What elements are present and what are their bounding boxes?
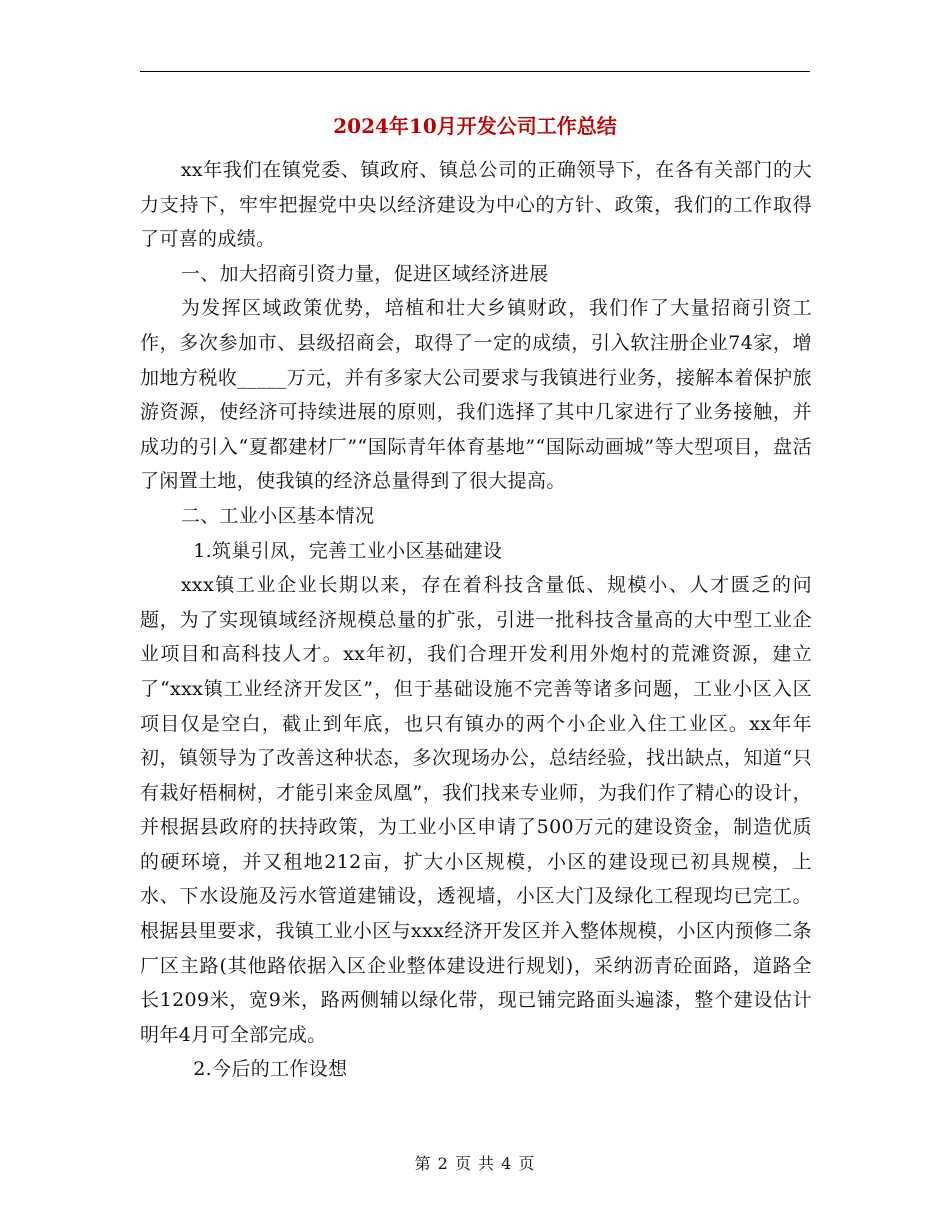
investment-paragraph: 为发挥区域政策优势，培植和壮大乡镇财政，我们作了大量招商引资工作，多次参加市、县级招商会，取得了一定的成绩，引入软注册企业74家，增加地方税收_____万元，并有多家大公司要求与我镇进行业务，接解本着保护旅游资源，使经济可持续进展的原则，我们选择了其中几家进行了业务接触，并成功的引入“夏都建材厂”“国际青年体育基地”“国际动画城”等大型项目，盘活了闲置土地，使我镇的经济总量得到了很大提高。	[140, 297, 812, 493]
header-rule	[140, 71, 810, 72]
infrastructure-paragraph: xxx镇工业企业长期以来，存在着科技含量低、规模小、人才匮乏的问题，为了实现镇域经济规模总量的扩张，引进一批科技含量高的大中型工业企业项目和高科技人才。xx年初，我们合理开发利用外炮村的荒滩资源，建立了“xxx镇工业经济开发区”，但于基础设施不完善等诸多问题，工业小区入区项目仅是空白，截止到年底，也只有镇办的两个小企业入住工业区。xx年年初，镇领导为了改善这种状态，多次现场办公，总结经验，找出缺点，知道“只有栽好梧桐树，才能引来金凤凰”，我们找来专业师，为我们作了精心的设计，并根据县政府的扶持政策，为工业小区申请了500万元的建设资金，制造优质的硬环境，并又租地212亩，扩大小区规模，小区的建设现已初具规模，上水、下水设施及污水管道建铺设，透视墙，小区大门及绿化工程现均已完工。根据县里要求，我镇工业小区与xxx经济开发区并入整体规模，小区内预修二条厂区主路(其他路依据入区企业整体建设进行规划)，采纳沥青砼面路，道路全长1209米，宽9米，路两侧辅以绿化带，现已铺完路面头遍漆，整个建设估计明年4月可全部完成。	[140, 574, 812, 1046]
subheading-future-plans: 2.今后的工作设想	[193, 1058, 348, 1081]
section-heading-investment: 一、加大招商引资力量，促进区域经济进展	[180, 262, 549, 285]
subheading-infrastructure: 1.筑巢引凤，完善工业小区基础建设	[193, 539, 503, 562]
intro-paragraph: xx年我们在镇党委、镇政府、镇总公司的正确领导下，在各有关部门的大力支持下，牢牢把握党中央以经济建设为中心的方针、政策，我们的工作取得了可喜的成绩。	[140, 159, 812, 251]
document-title: 2024年10月开发公司工作总结	[333, 114, 617, 138]
document-body	[140, 153, 812, 1087]
page-number: 第 2 页 共 4 页	[414, 1154, 536, 1173]
section-heading-industrial-zone: 二、工业小区基本情况	[180, 504, 375, 527]
